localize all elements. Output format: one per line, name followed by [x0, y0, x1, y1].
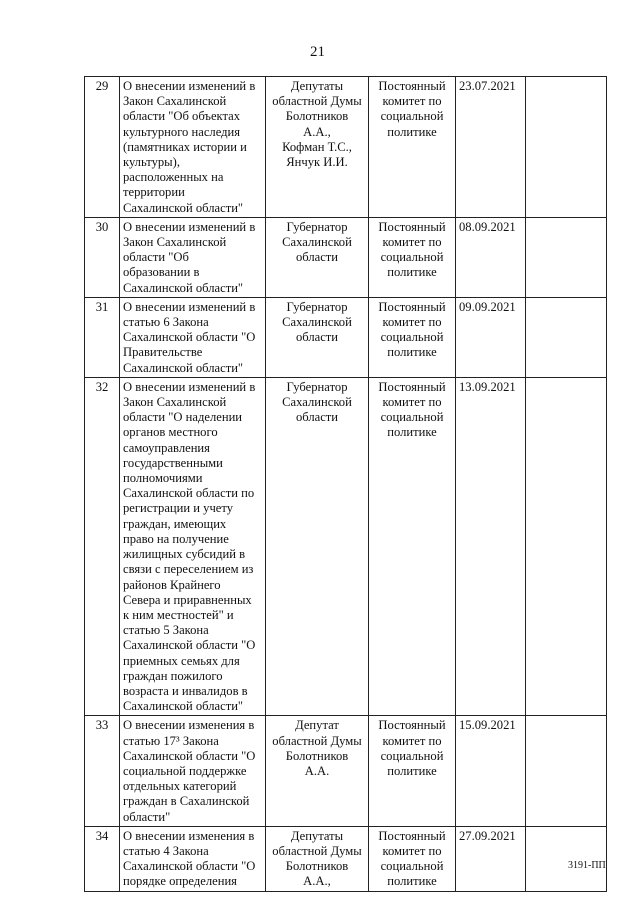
bill-title-line: связи с переселением из [123, 562, 254, 577]
bill-title-line: Закон Сахалинской [123, 235, 227, 250]
bill-title-line: жилищных субсидий в [123, 547, 246, 562]
bill-title-line: граждан пожилого [123, 668, 223, 683]
bill-title-line: области" [123, 809, 171, 824]
bill-title-line: Сахалинской области" [123, 280, 244, 295]
committee-line: политике [387, 265, 437, 280]
committee-line: комитет по [382, 843, 442, 858]
committee-line: Постоянный [378, 299, 446, 314]
initiator-line: Сахалинской [282, 395, 352, 410]
bill-title-line: самоуправления [123, 440, 210, 455]
committee-line: политике [387, 763, 437, 778]
bill-title-line: области "О наделении [123, 410, 243, 425]
submission-date: 13.09.2021 [456, 377, 526, 715]
bill-title-line: Сахалинской области" [123, 200, 244, 215]
committee-line: политике [387, 874, 437, 889]
table-row [85, 826, 607, 891]
empty-cell [526, 297, 607, 377]
initiator-line: Болотников [285, 748, 349, 763]
submission-date: 09.09.2021 [456, 297, 526, 377]
initiator-line: области [295, 330, 339, 345]
committee-line: политике [387, 425, 437, 440]
initiator-line: областной Думы [272, 94, 362, 109]
responsible-committee [369, 716, 456, 826]
responsible-committee [369, 77, 456, 218]
submission-date: 15.09.2021 [456, 716, 526, 826]
bill-title-line: Сахалинской области "О [123, 748, 256, 763]
bill-title-line: полномочиями [123, 471, 203, 486]
page-number: 21 [310, 44, 325, 60]
bill-title-line: О внесении изменений в [123, 219, 256, 234]
committee-line: политике [387, 124, 437, 139]
bill-title-line: отдельных категорий [123, 779, 237, 794]
initiator-line: Губернатор [286, 379, 348, 394]
committee-line: социальной [380, 250, 444, 265]
initiator-line: областной Думы [272, 733, 362, 748]
bill-initiator [266, 297, 369, 377]
bill-initiator [266, 716, 369, 826]
initiator-line: Депутаты [290, 79, 344, 93]
bill-initiator [266, 77, 369, 218]
committee-line: социальной [380, 330, 444, 345]
bill-initiator [266, 826, 369, 891]
bill-title [120, 826, 266, 891]
initiator-line: А.А., [303, 124, 331, 139]
committee-line: политике [387, 345, 437, 360]
bill-title-line: образовании в [123, 265, 200, 280]
bill-title-line: государственными [123, 455, 223, 470]
initiator-line: Болотников [285, 859, 349, 874]
bill-title-line: приемных семьях для [123, 653, 240, 668]
row-number: 32 [85, 377, 120, 715]
initiator-line: Кофман Т.С., [282, 139, 352, 154]
committee-line: Постоянный [378, 828, 446, 843]
bill-initiator [266, 377, 369, 715]
responsible-committee [369, 297, 456, 377]
bill-title-line: области "Об [123, 250, 189, 265]
initiator-line: Болотников [285, 109, 349, 124]
bill-title-line: граждан, имеющих [123, 516, 227, 531]
initiator-line: Сахалинской [282, 235, 352, 250]
bill-title-line: регистрации и учету [123, 501, 234, 516]
bill-title [120, 297, 266, 377]
bill-title-line: культуры), [123, 155, 180, 170]
responsible-committee [369, 377, 456, 715]
committee-line: комитет по [382, 395, 442, 410]
empty-cell [526, 377, 607, 715]
row-number: 31 [85, 297, 120, 377]
initiator-line: областной Думы [272, 843, 362, 858]
bill-title-line: Севера и приравненных [123, 592, 252, 607]
committee-line: комитет по [382, 235, 442, 250]
committee-line: комитет по [382, 315, 442, 330]
bill-title-line: органов местного [123, 425, 218, 440]
bill-title-line: Сахалинской области" [123, 360, 244, 375]
table-row [85, 297, 607, 377]
initiator-line: области [295, 410, 339, 425]
table-row [85, 77, 607, 218]
submission-date: 08.09.2021 [456, 217, 526, 297]
committee-line: Постоянный [378, 718, 446, 733]
initiator-line: А.А., [303, 874, 331, 889]
table-row [85, 217, 607, 297]
row-number: 34 [85, 826, 120, 891]
empty-cell [526, 217, 607, 297]
bill-title-line: Правительстве [123, 345, 203, 360]
committee-line: Постоянный [378, 219, 446, 234]
bill-title-line: статью 4 Закона [123, 843, 209, 858]
bill-title-line: статью 6 Закона [123, 315, 209, 330]
committee-line: Постоянный [378, 79, 446, 93]
table-row [85, 377, 607, 715]
bill-title-line: статью 17³ Закона [123, 733, 219, 748]
bill-title-line: территории [123, 185, 185, 200]
bill-title [120, 377, 266, 715]
bills-table [84, 76, 607, 892]
submission-date: 27.09.2021 [456, 826, 526, 891]
row-number: 29 [85, 77, 120, 218]
bill-title-line: (памятниках истории и [123, 139, 247, 154]
empty-cell [526, 826, 607, 891]
committee-line: социальной [380, 109, 444, 124]
empty-cell [526, 716, 607, 826]
committee-line: социальной [380, 859, 444, 874]
bill-title-line: Сахалинской области "О [123, 859, 256, 874]
bill-title-line: расположенных на [123, 170, 224, 185]
bill-title-line: социальной поддержке [123, 763, 247, 778]
initiator-line: Губернатор [286, 219, 348, 234]
bill-title-line: Сахалинской области "О [123, 638, 256, 653]
bill-title [120, 217, 266, 297]
empty-cell [526, 77, 607, 218]
bill-title-line: культурного наследия [123, 124, 241, 139]
bill-title [120, 716, 266, 826]
committee-line: Постоянный [378, 379, 446, 394]
bill-title-line: О внесении изменений в [123, 79, 256, 93]
row-number: 30 [85, 217, 120, 297]
bill-title-line: О внесении изменений в [123, 379, 256, 394]
bill-title-line: О внесении изменения в [123, 828, 255, 843]
bill-title-line: граждан в Сахалинской [123, 794, 250, 809]
committee-line: социальной [380, 748, 444, 763]
bill-title-line: области "Об объектах [123, 109, 241, 124]
committee-line: социальной [380, 410, 444, 425]
bill-title-line: порядке определения [123, 874, 237, 889]
initiator-line: Депутат [295, 718, 339, 733]
committee-line: комитет по [382, 733, 442, 748]
responsible-committee [369, 826, 456, 891]
document-code: 3191-ПП [568, 860, 606, 871]
bill-initiator [266, 217, 369, 297]
bill-title-line: О внесении изменения в [123, 718, 255, 733]
row-number: 33 [85, 716, 120, 826]
table-row [85, 716, 607, 826]
initiator-line: Депутаты [290, 828, 344, 843]
bill-title-line: статью 5 Закона [123, 623, 209, 638]
bill-title [120, 77, 266, 218]
submission-date: 23.07.2021 [456, 77, 526, 218]
bill-title-line: Закон Сахалинской [123, 94, 227, 109]
initiator-line: Губернатор [286, 299, 348, 314]
initiator-line: Сахалинской [282, 315, 352, 330]
bill-title-line: Сахалинской области "О [123, 330, 256, 345]
bill-title-line: Сахалинской области" [123, 699, 244, 714]
initiator-line: А.А. [304, 763, 330, 778]
bill-title-line: Закон Сахалинской [123, 395, 227, 410]
bill-title-line: Сахалинской области по [123, 486, 255, 501]
initiator-line: области [295, 250, 339, 265]
initiator-line: Янчук И.И. [286, 155, 348, 170]
committee-line: комитет по [382, 94, 442, 109]
table-body [85, 77, 607, 892]
bill-title-line: право на получение [123, 531, 229, 546]
bill-title-line: возраста и инвалидов в [123, 683, 248, 698]
bill-title-line: к ним местностей" и [123, 607, 234, 622]
bill-title-line: О внесении изменений в [123, 299, 256, 314]
bill-title-line: районов Крайнего [123, 577, 221, 592]
responsible-committee [369, 217, 456, 297]
